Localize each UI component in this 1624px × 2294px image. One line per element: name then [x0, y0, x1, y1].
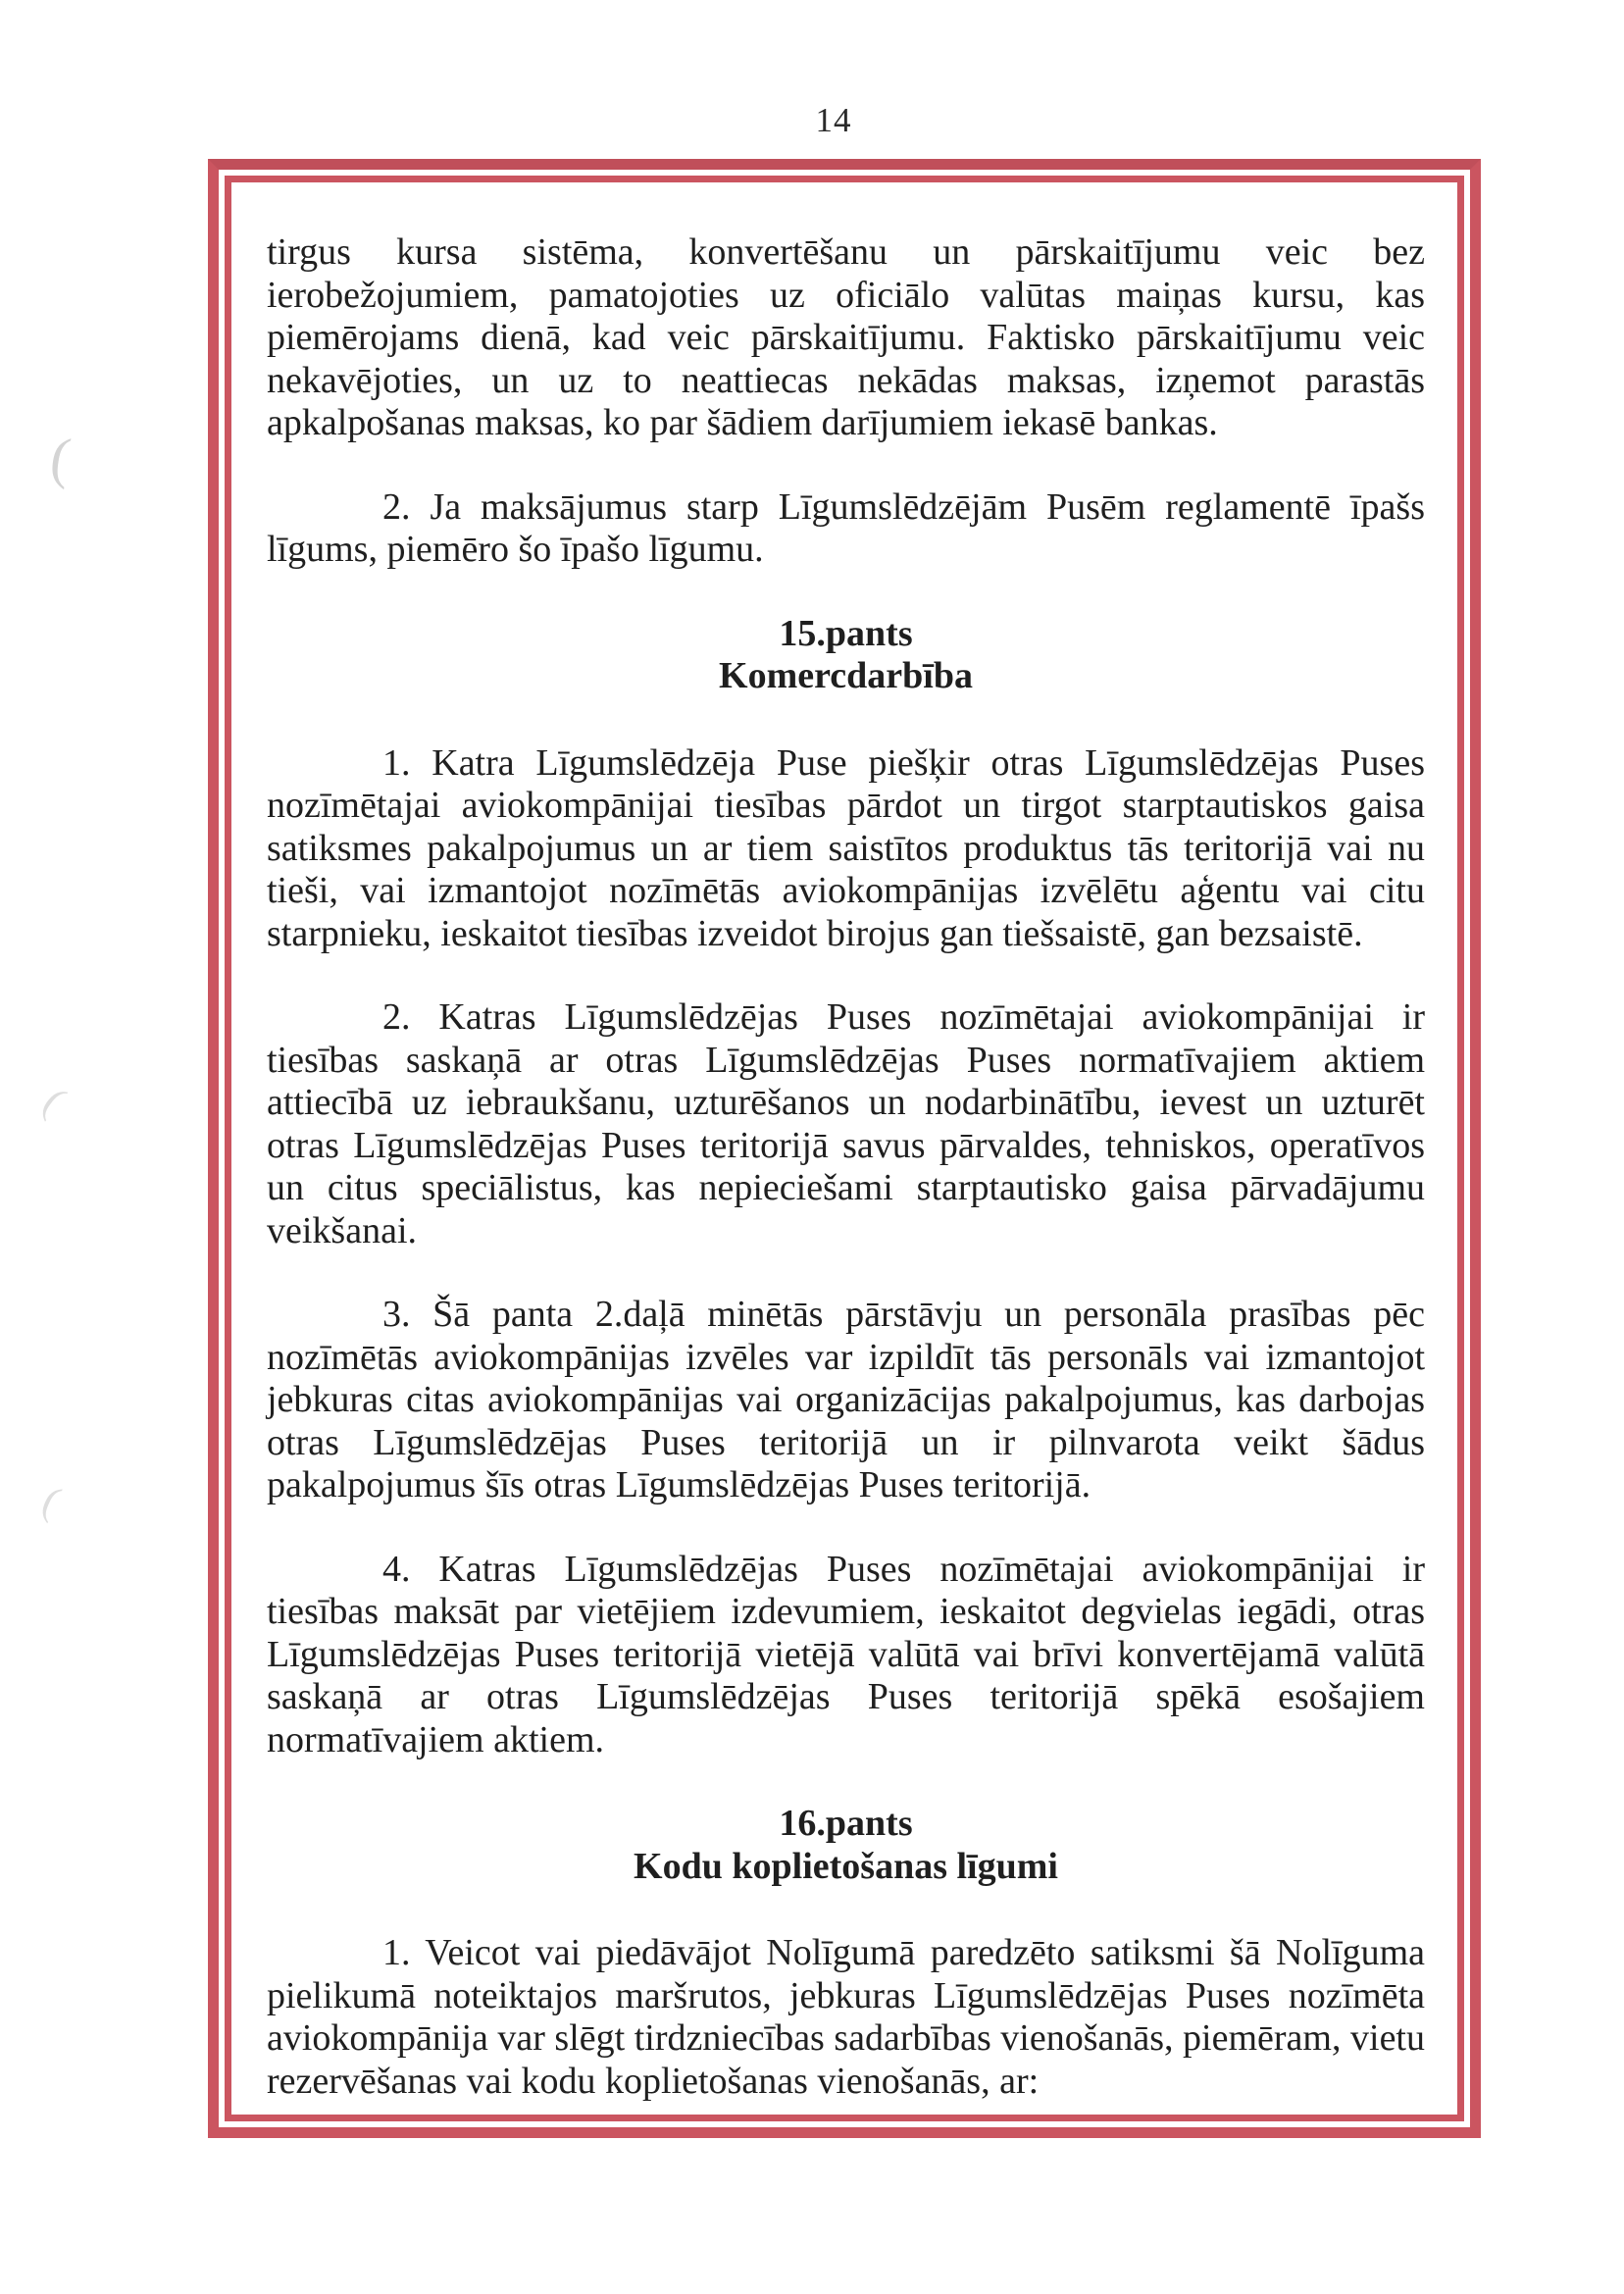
paragraph-clause-1: 1. Katra Līgumslēdzēja Puse piešķir otras Līgumslēdzējas Puses nozīmētajai aviokompānijai tiesības pārdot un tirgot starptautiskos gaisa satiksmes pakalpojumus un ar tiem saistītos produktus tās teritorijā vai nu tieši, vai izmantojot nozīmētās aviokompānijas izvēlētu aģentu vai citu starpnieku, ieskaitot tiesības izveidot birojus gan tiešsaistē, gan bezsaistē. [267, 741, 1425, 954]
section-number: 15.pants [779, 612, 913, 654]
scan-artifact-smudge: ( [34, 1079, 74, 1124]
paragraph-clause-4: 4. Katras Līgumslēdzējas Puses nozīmētajai aviokompānijai ir tiesības maksāt par vietējiem izdevumiem, ieskaitot degvielas iegādi, otras Līgumslēdzējas Puses teritorijā vietējā valūtā vai brīvi konvertējamā valūtā saskaņā ar otras Līgumslēdzējas Puses teritorijā spēkā esošajiem normatīvajiem aktiem. [267, 1548, 1425, 1760]
page-number: 14 [815, 101, 852, 139]
section-title: Komercdarbība [719, 655, 973, 696]
paragraph-continuation: tirgus kursa sistēma, konvertēšanu un pārskaitījumu veic bez ierobežojumiem, pamatojoties uz oficiālo valūtas maiņas kursu, kas piemērojams dienā, kad veic pārskaitījumu. Faktisko pārskaitījumu veic nekavējoties, un uz to neattiecas nekādas maksas, izņemot parastās apkalpošanas maksas, ko par šādiem darījumiem iekasē bankas. [267, 231, 1425, 443]
document-border-frame [208, 159, 1481, 2138]
document-inner-frame [225, 176, 1464, 2121]
section-heading-16 [267, 1803, 1425, 1888]
scan-artifact-smudge: ( [35, 1478, 67, 1525]
section-number: 16.pants [779, 1803, 913, 1844]
paragraph-clause-1: 1. Veicot vai piedāvājot Nolīgumā paredzēto satiksmi šā Nolīguma pielikumā noteiktajos maršrutos, jebkuras Līgumslēdzējas Puses nozīmēta aviokompānija var slēgt tirdzniecības sadarbības vienošanās, piemēram, vietu rezervēšanas vai kodu koplietošanas vienošanās, ar: [267, 1932, 1425, 2102]
paragraph-clause-2: 2. Katras Līgumslēdzējas Puses nozīmētajai aviokompānijai ir tiesības saskaņā ar otras Līgumslēdzējas Puses normatīvajiem aktiem attiecībā uz iebraukšanu, uzturēšanos un nodarbinātību, ievest un uzturēt otras Līgumslēdzējas Puses teritorijā savus pārvaldes, tehniskos, operatīvos un citus speciālistus, kas nepieciešami starptautisko gaisa pārvadājumu veikšanai. [267, 996, 1425, 1251]
document-content [267, 231, 1425, 2103]
section-title: Kodu koplietošanas līgumi [634, 1845, 1058, 1887]
section-heading-15 [267, 613, 1425, 698]
paragraph-clause-3: 3. Šā panta 2.daļā minētās pārstāvju un personāla prasības pēc nozīmētās aviokompānijas izvēles var izpildīt tās personāls vai izmantojot jebkuras citas aviokompānijas vai organizācijas pakalpojumus, kas darbojas otras Līgumslēdzējas Puses teritorijā un ir pilnvarota veikt šādus pakalpojumus šīs otras Līgumslēdzējas Puses teritorijā. [267, 1294, 1425, 1505]
scan-artifact-paren: ( [46, 424, 75, 491]
paragraph-clause-2: 2. Ja maksājumus starp Līgumslēdzējām Pusēm reglamentē īpašs līgums, piemēro šo īpašo līgumu. [267, 485, 1425, 570]
